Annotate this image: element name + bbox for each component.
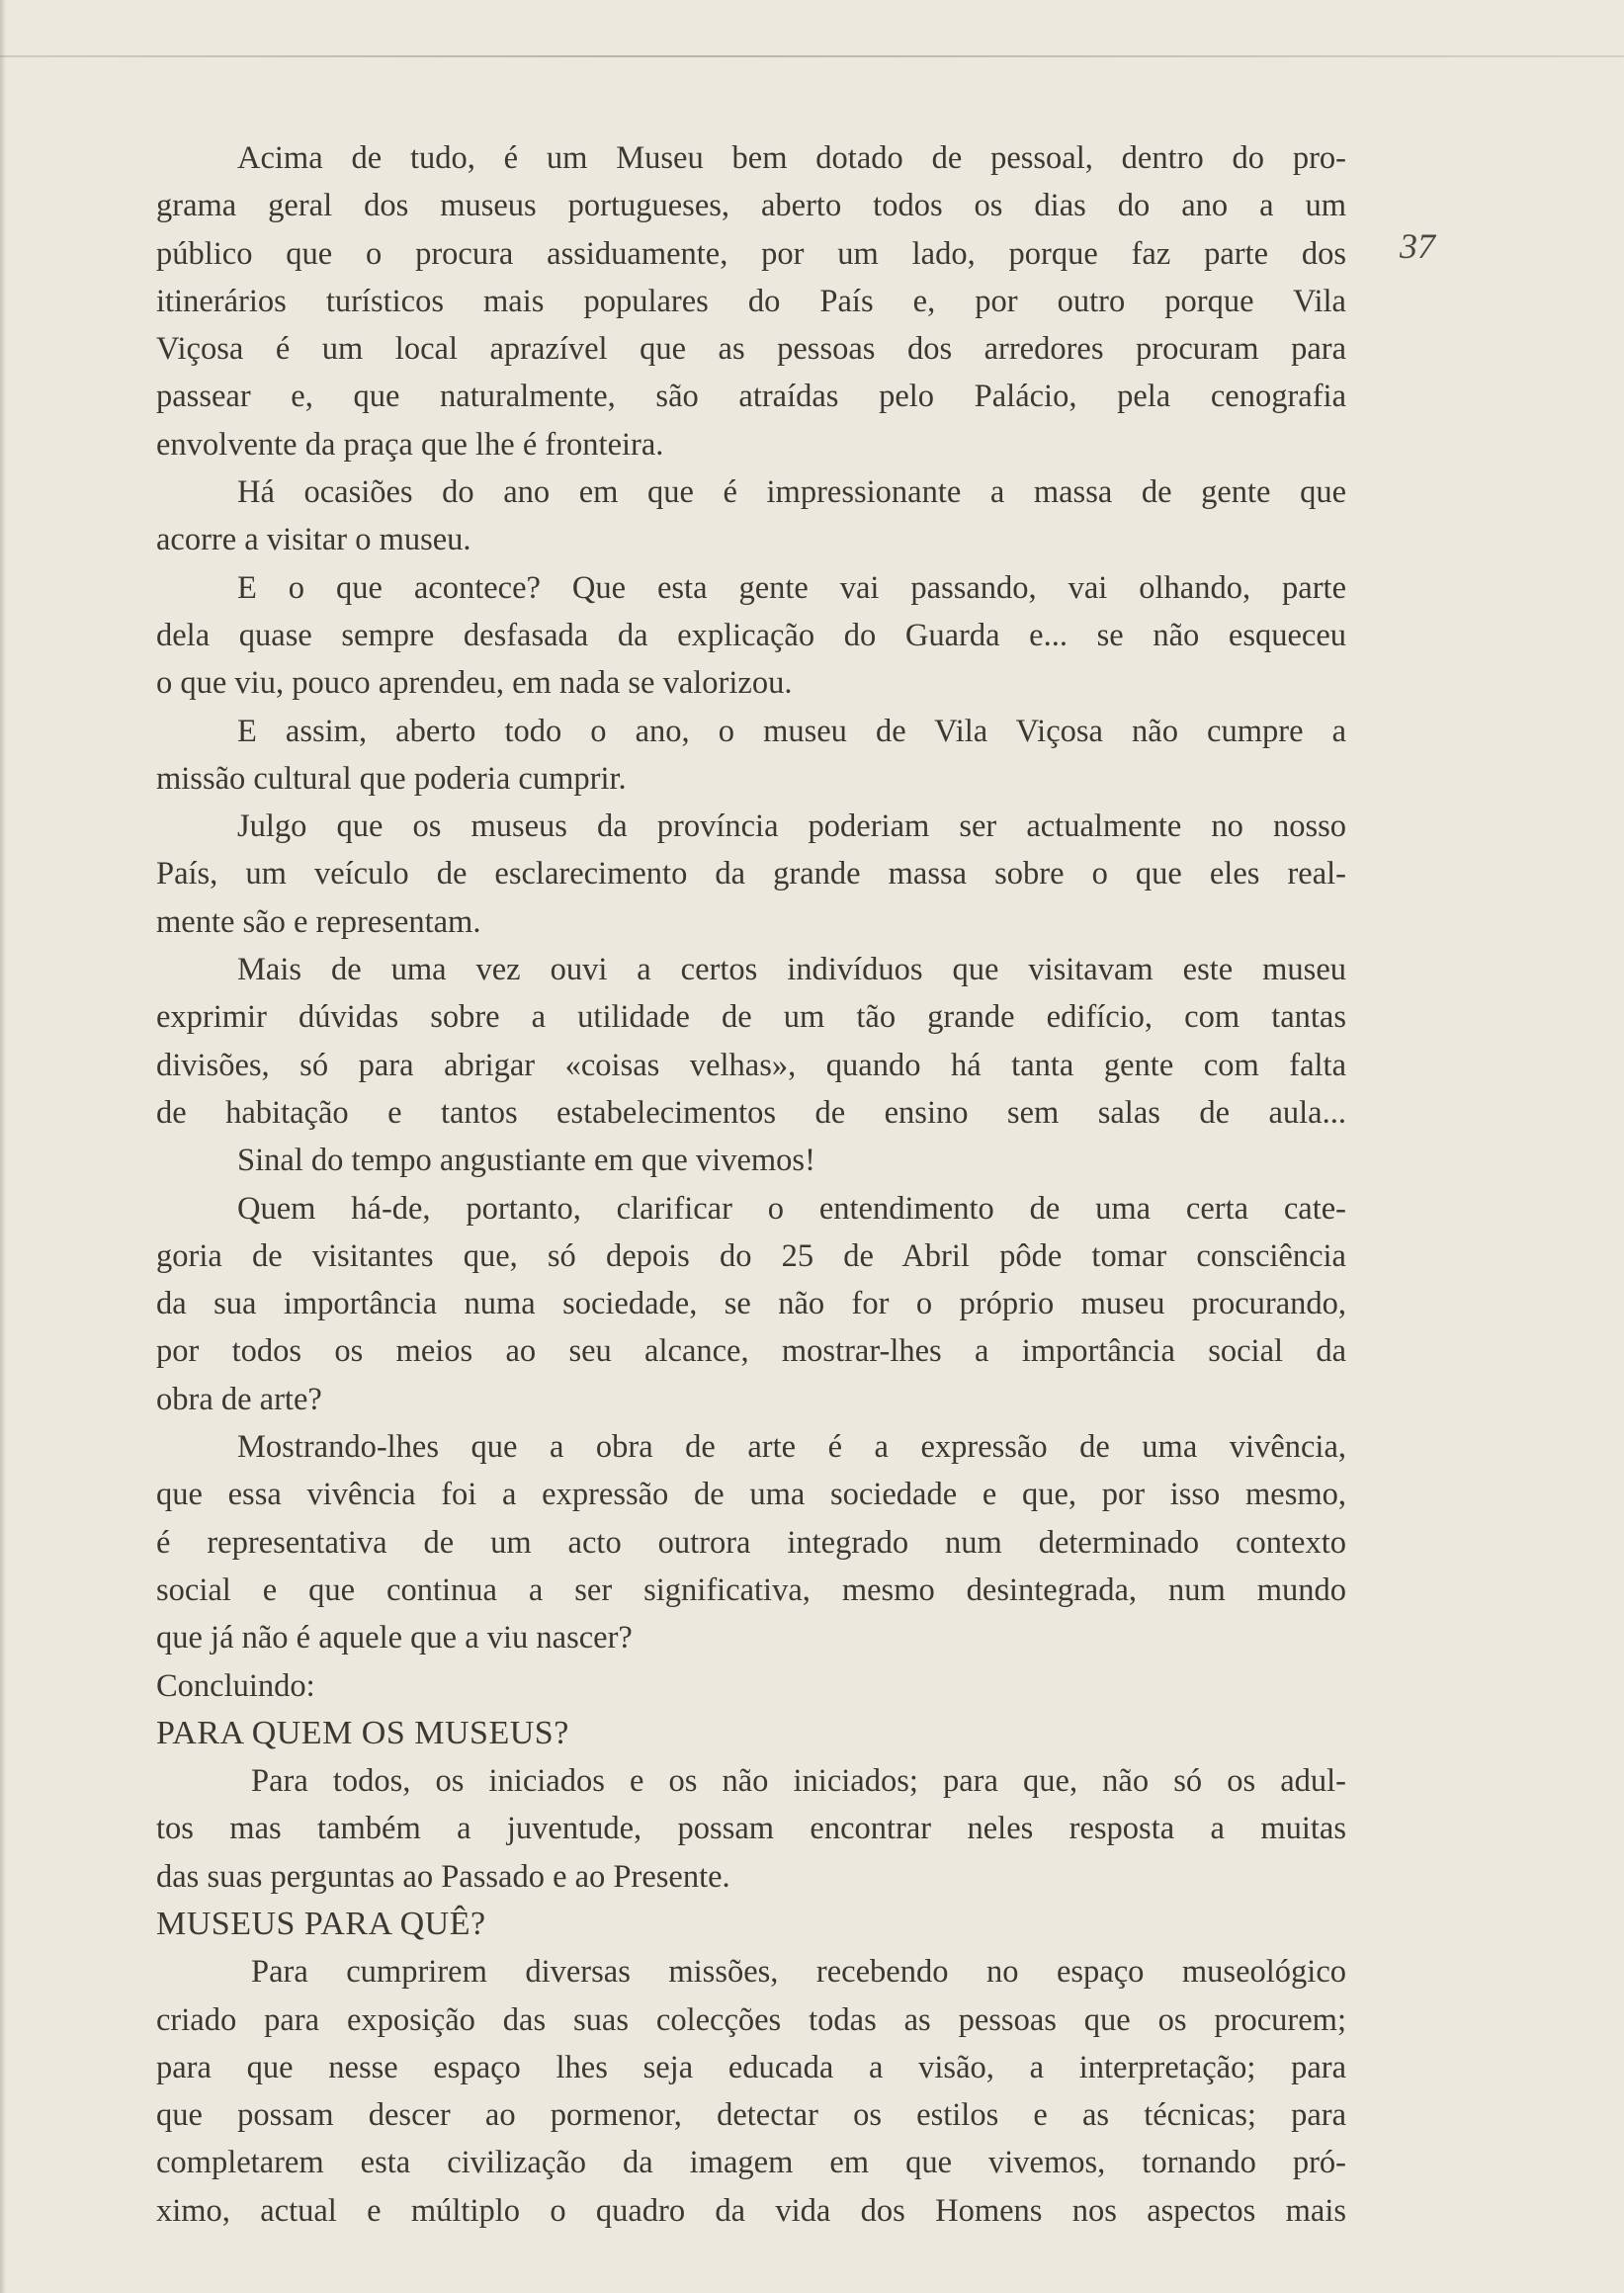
text-line: E o que acontece? Que esta gente vai passando, vai olhando, parte [237,569,1346,606]
text-line: Concluindo: [156,1667,315,1704]
text-line: grama geral dos museus portugueses, aberto todos os dias do ano a um [156,188,1346,224]
text-line: envolvente da praça que lhe é fronteira. [156,426,664,463]
text-line: Julgo que os museus da província poderiam ser actualmente no nosso [237,808,1346,845]
text-line: acorre a visitar o museu. [156,522,471,558]
text-line: Para cumprirem diversas missões, recebendo no espaço museológico [251,1954,1346,1991]
text-line: Acima de tudo, é um Museu bem dotado de pessoal, dentro do pro- [237,140,1346,176]
text-line: por todos os meios ao seu alcance, mostrar-lhes a importância social da [156,1333,1346,1370]
text-line: da sua importância numa sociedade, se não for o próprio museu procurando, [156,1286,1346,1322]
text-line: que já não é aquele que a viu nascer? [156,1620,633,1656]
text-line: completarem esta civilização da imagem em que vivemos, tornando pró- [156,2145,1346,2181]
text-line: público que o procura assiduamente, por um lado, porque faz parte dos [156,235,1346,272]
text-line: obra de arte? [156,1381,322,1417]
scan-top-rule [0,55,1624,57]
text-line: Mais de uma vez ouvi a certos indivíduos que visitavam este museu [237,952,1346,988]
text-line: é representativa de um acto outrora integrado num determinado contexto [156,1524,1346,1561]
text-line: exprimir dúvidas sobre a utilidade de um tão grande edifício, com tantas [156,999,1346,1036]
text-line: que essa vivência foi a expressão de uma sociedade e que, por isso mesmo, [156,1477,1346,1513]
text-line: passear e, que naturalmente, são atraídas pelo Palácio, pela cenografia [156,379,1346,415]
text-line: Há ocasiões do ano em que é impressionante a massa de gente que [237,474,1346,511]
text-line: das suas perguntas ao Passado e ao Presente. [156,1858,730,1895]
page-edge [0,0,6,2293]
text-line: tos mas também a juventude, possam encontrar neles resposta a muitas [156,1811,1346,1847]
text-line: goria de visitantes que, só depois do 25 de Abril pôde tomar consciência [156,1237,1346,1274]
text-line: itinerários turísticos mais populares do País e, por outro porque Vila [156,283,1346,319]
text-line: Para todos, os iniciados e os não iniciados; para que, não só os adul- [251,1763,1346,1800]
body-text [156,134,1346,2235]
text-line: ximo, actual e múltiplo o quadro da vida dos Homens nos aspectos mais [156,2192,1346,2229]
text-line: mente são e representam. [156,903,481,940]
text-line: para que nesse espaço lhes seja educada a visão, a interpretação; para [156,2049,1346,2085]
text-line: Sinal do tempo angustiante em que vivemos! [237,1143,815,1179]
text-line: que possam descer ao pormenor, detectar os estilos e as técnicas; para [156,2097,1346,2134]
text-line: de habitação e tantos estabelecimentos de ensino sem salas de aula... [156,1094,1346,1131]
section-heading: MUSEUS PARA QUÊ? [156,1905,486,1942]
text-line: Viçosa é um local aprazível que as pessoas dos arredores procuram para [156,331,1346,368]
text-line: dela quase sempre desfasada da explicação do Guarda e... se não esqueceu [156,617,1346,653]
text-line: criado para exposição das suas colecções todas as pessoas que os procurem; [156,2001,1346,2038]
text-line: Mostrando-lhes que a obra de arte é a expressão de uma vivência, [237,1429,1346,1466]
page-number: 37 [1400,226,1435,266]
text-line: social e que continua a ser significativa, mesmo desintegrada, num mundo [156,1571,1346,1608]
text-line: E assim, aberto todo o ano, o museu de Vila Viçosa não cumpre a [237,713,1346,749]
text-line: País, um veículo de esclarecimento da grande massa sobre o que eles real- [156,856,1346,892]
text-line: o que viu, pouco aprendeu, em nada se valorizou. [156,665,793,702]
text-line: Quem há-de, portanto, clarificar o entendimento de uma certa cate- [237,1190,1346,1227]
section-heading: PARA QUEM OS MUSEUS? [156,1714,569,1751]
text-line: divisões, só para abrigar «coisas velhas», quando há tanta gente com falta [156,1047,1346,1083]
text-line: missão cultural que poderia cumprir. [156,760,627,797]
